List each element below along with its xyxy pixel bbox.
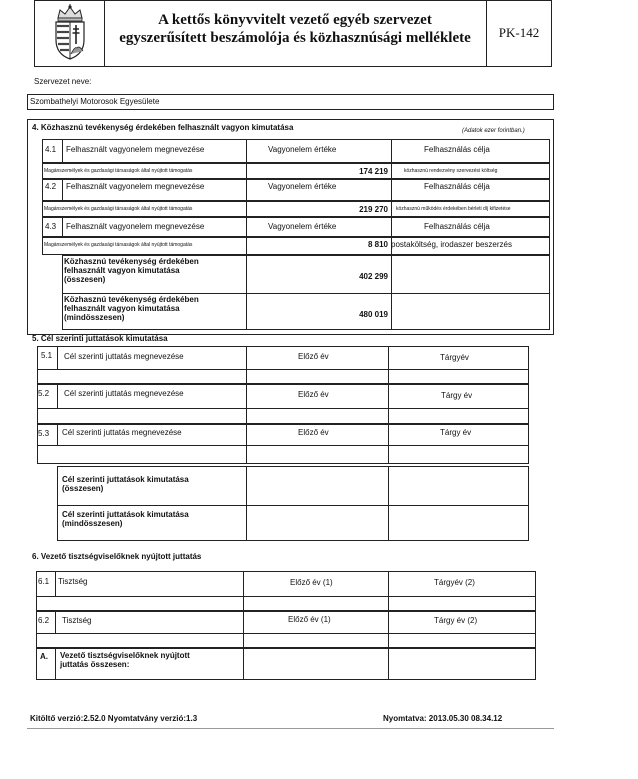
row-5-3-col-curr: Tárgy év (440, 428, 472, 437)
row-6-2-divider (36, 633, 536, 634)
section5-total2-l1: Cél szerinti juttatások kimutatása (62, 510, 189, 519)
row-6-1-col-prev: Előző év (1) (290, 578, 333, 587)
row-4-2-item: Magánszemélyek és gazdasági társaságok által nyújtott támogatás (44, 206, 193, 212)
row-4-3-value: 8 810 (367, 240, 388, 249)
row-5-1-col-b (388, 346, 389, 384)
form-title-line1: A kettős könyvvitelt vezető egyéb szervezet (158, 12, 432, 28)
row-5-2-col-a (246, 384, 247, 424)
section5-total2-l2: (mindösszesen) (62, 519, 123, 528)
row-5-2-divider (37, 408, 529, 409)
section4-total1-label-l3: (összesen) (64, 275, 106, 284)
org-name-field[interactable] (27, 94, 554, 110)
section5-total1-l1: Cél szerinti juttatások kimutatása (62, 475, 189, 484)
row-4-2-col-value: Vagyonelem értéke (268, 182, 337, 191)
section5-total-col-a (246, 466, 247, 541)
row-5-1-num-divider (57, 346, 58, 369)
form-code: PK-142 (498, 25, 540, 40)
section4-total-col-a (246, 255, 247, 330)
row-4-2-value: 219 270 (359, 205, 388, 214)
row-4-3-number: 4.3 (45, 222, 57, 231)
row-6-2-col-prev: Előző év (1) (288, 615, 331, 624)
row-4-2-num-divider (62, 179, 63, 201)
section6-total-number: A. (40, 652, 48, 661)
row-6-1-num-divider (55, 571, 56, 596)
row-4-1-value: 174 219 (359, 167, 388, 176)
row-5-1-col-name: Cél szerinti juttatás megnevezése (64, 352, 184, 361)
row-5-2-number: 5.2 (38, 389, 50, 398)
section6-total-l1: Vezető tisztségviselőknek nyújtott (60, 651, 190, 660)
section6-total-num-divider (55, 648, 56, 680)
section4-total1-value: 402 299 (359, 272, 388, 281)
section4-note: (Adatok ezer forintban.) (462, 128, 525, 134)
row-6-1 (36, 571, 536, 611)
row-4-1-col-name: Felhasznált vagyonelem megnevezése (66, 145, 205, 154)
row-5-1-col-prev: Előző év (298, 352, 329, 361)
row-6-2-col-a (243, 611, 244, 648)
row-4-2-col-purpose: Felhasználás célja (424, 182, 490, 191)
row-4-1-purpose: közhasznú rendezvény szervezési költség (404, 168, 498, 174)
row-5-3-col-a (246, 424, 247, 464)
footer-version: Kitöltő verzió:2.52.0 Nyomtatvány verzió:1.3 (30, 714, 198, 723)
row-5-1-divider (37, 369, 529, 370)
section4-total1-label-l1: Közhasznú tevékenység érdekében (64, 257, 199, 266)
section4-title: 4. Közhasznú tevékenység érdekében felhasznált vagyon kimutatása (32, 123, 294, 132)
row-6-2-col-name: Tisztség (62, 616, 92, 625)
section4-total1-label-l2: felhasznált vagyon kimutatása (64, 266, 180, 275)
section4-total-col-b (391, 255, 392, 330)
row-4-1-col-value: Vagyonelem értéke (268, 145, 337, 154)
row-5-2-col-curr: Tárgy év (441, 391, 473, 400)
row-5-3-num-divider (57, 424, 58, 445)
org-name-value: Szombathelyi Motorosok Egyesülete (30, 97, 160, 106)
row-6-1-col-b (388, 571, 389, 611)
section6-total-col-a (243, 648, 244, 680)
row-5-2-num-divider (57, 384, 58, 408)
coat-of-arms-icon (48, 4, 92, 60)
row-5-3-col-b (388, 424, 389, 464)
row-5-1-number: 5.1 (41, 351, 53, 360)
row-6-1-col-a (243, 571, 244, 611)
row-5-3-col-name: Cél szerinti juttatás megnevezése (62, 428, 182, 437)
section6-total-l2: juttatás összesen: (60, 660, 130, 669)
row-4-3-num-divider (62, 217, 63, 237)
row-4-1-col-purpose: Felhasználás célja (424, 145, 490, 154)
row-6-2-col-b (388, 611, 389, 648)
row-5-1-col-curr: Tárgyév (440, 353, 469, 362)
row-4-3-col-purpose: Felhasználás célja (424, 222, 490, 231)
row-4-3-col-name: Felhasznált vagyonelem megnevezése (66, 222, 205, 231)
row-4-1-num-divider (62, 139, 63, 163)
row-5-3-number: 5.3 (38, 429, 50, 438)
section4-total-divider (62, 293, 550, 294)
row-6-1-divider (36, 596, 536, 597)
row-6-2-number: 6.2 (38, 616, 50, 625)
section4-total2-label-l1: Közhasznú tevékenység érdekében (64, 295, 199, 304)
section5-total-divider (57, 505, 529, 506)
section4-total2-label-l3: (mindösszesen) (64, 313, 125, 322)
footer-printed: Nyomtatva: 2013.05.30 08.34.12 (383, 714, 503, 723)
row-4-1-item: Magánszemélyek és gazdasági társaságok által nyújtott támogatás (44, 168, 193, 174)
section4-total2-label-l2: felhasznált vagyon kimutatása (64, 304, 180, 313)
org-name-label: Szervezet neve: (34, 77, 92, 86)
section5-title: 5. Cél szerinti juttatások kimutatása (32, 334, 168, 343)
row-6-2-num-divider (55, 611, 56, 633)
row-4-2-col-name: Felhasznált vagyonelem megnevezése (66, 182, 205, 191)
section5-total1-l2: (összesen) (62, 484, 104, 493)
row-4-3-purpose: postaköltség, irodaszer beszerzés (391, 240, 512, 249)
row-6-1-col-name: Tisztség (58, 577, 88, 586)
form-title-line2: egyszerűsített beszámolója és közhasznúsági melléklete (119, 30, 471, 46)
footer-rule (27, 728, 554, 729)
row-4-2-number: 4.2 (45, 182, 57, 191)
row-4-2-purpose: közhasznú működés érdekében bérleti díj kifizetése (396, 206, 511, 212)
row-5-1-col-a (246, 346, 247, 384)
section5-total-col-b (388, 466, 389, 541)
row-5-3-divider (37, 445, 529, 446)
section6-total-col-b (388, 648, 389, 680)
row-5-2-col-b (388, 384, 389, 424)
section4-total2-value: 480 019 (359, 310, 388, 319)
row-6-1-col-curr: Tárgyév (2) (434, 578, 475, 587)
row-6-2-col-curr: Tárgy év (2) (434, 616, 478, 625)
row-5-3-col-prev: Előző év (298, 428, 329, 437)
row-5-2-col-name: Cél szerinti juttatás megnevezése (64, 389, 184, 398)
section6-title: 6. Vezető tisztségviselőknek nyújtott juttatás (32, 552, 202, 561)
row-5-2-col-prev: Előző év (298, 390, 329, 399)
row-6-1-number: 6.1 (38, 577, 50, 586)
row-4-3-item: Magánszemélyek és gazdasági társaságok által nyújtott támogatás (44, 242, 193, 248)
row-4-1-number: 4.1 (45, 145, 57, 154)
row-4-3-col-value: Vagyonelem értéke (268, 222, 337, 231)
